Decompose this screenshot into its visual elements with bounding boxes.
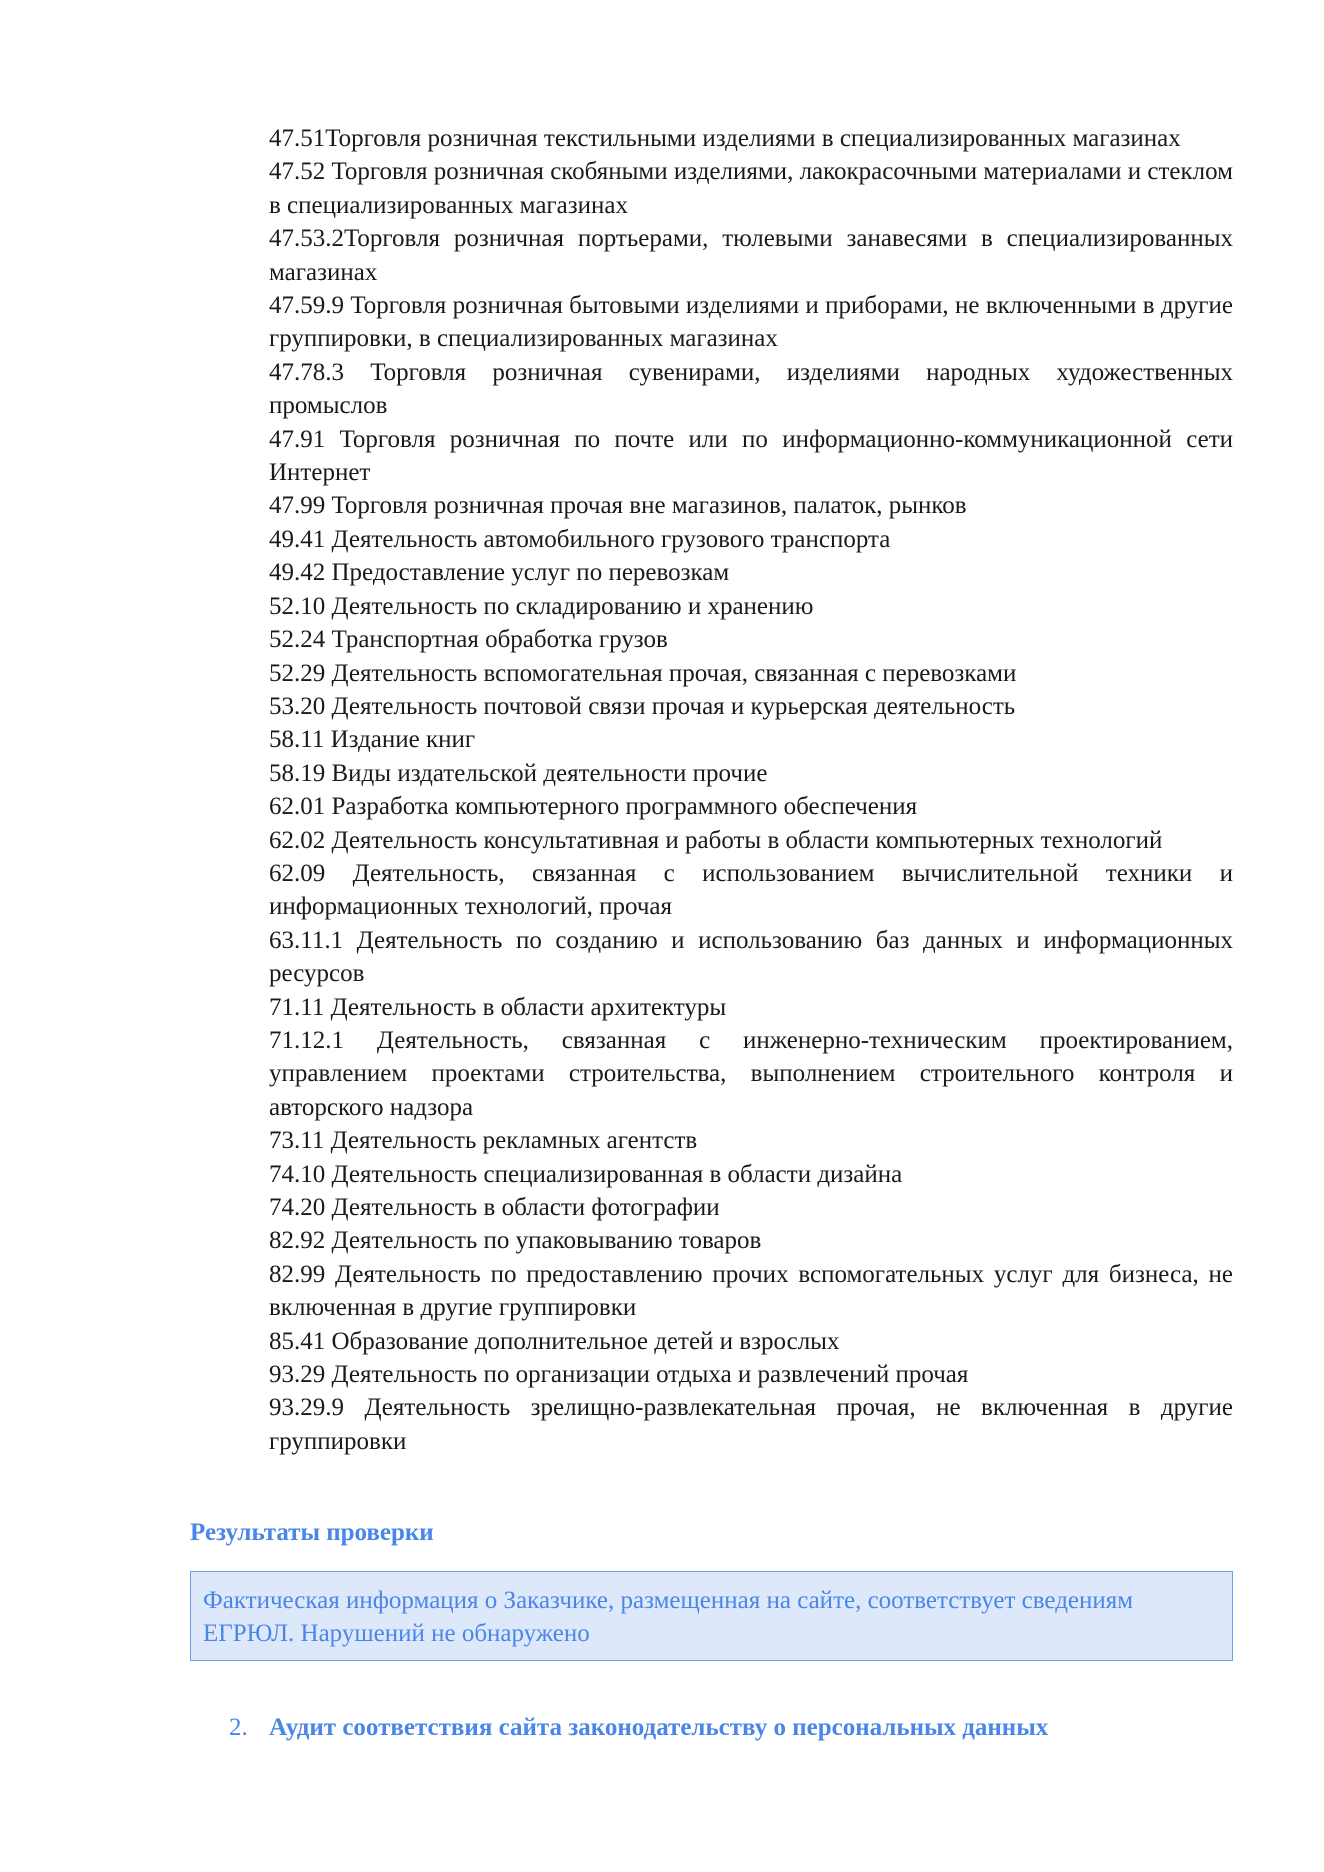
list-item: 52.29 Деятельность вспомогательная прочая, связанная с перевозками: [269, 659, 1017, 687]
list-item: 82.99 Деятельность по предоставлению прочих вспомогательных услуг для бизнеса, не включенная в другие группировки: [269, 1260, 1233, 1322]
list-item: 47.59.9 Торговля розничная бытовыми изделиями и приборами, не включенными в другие группировки, в специализированных магазинах: [269, 292, 1233, 353]
list-item: 47.99 Торговля розничная прочая вне магазинов, палаток, рынков: [269, 492, 967, 520]
list-item: 74.20 Деятельность в области фотографии: [269, 1194, 720, 1221]
list-item: 93.29.9 Деятельность зрелищно-развлекательная прочая, не включенная в другие группировки: [269, 1394, 1233, 1455]
list-item: 62.02 Деятельность консультативная и работы в области компьютерных технологий: [269, 826, 1163, 854]
section-title: Аудит соответствия сайта законодательству о персональных данных: [269, 1714, 1049, 1741]
list-item: 63.11.1 Деятельность по созданию и использованию баз данных и информационных ресурсов: [269, 926, 1233, 988]
list-item: 93.29 Деятельность по организации отдыха и развлечений прочая: [269, 1361, 969, 1389]
list-item: 73.11 Деятельность рекламных агентств: [269, 1127, 698, 1155]
list-item: 71.11 Деятельность в области архитектуры: [269, 993, 727, 1021]
okved-activity-list: [269, 122, 1233, 1458]
section-number: 2.: [229, 1714, 248, 1741]
list-item: 47.91 Торговля розничная по почте или по информационно-коммуникационной сети Интернет: [269, 425, 1233, 487]
list-item: 47.51Торговля розничная текстильными изделиями в специализированных магазинах: [269, 125, 1181, 152]
list-item: 58.19 Виды издательской деятельности прочие: [269, 759, 768, 787]
list-item: 52.24 Транспортная обработка грузов: [269, 626, 668, 654]
results-callout: [190, 1571, 1233, 1661]
list-item: 52.10 Деятельность по складированию и хранению: [269, 592, 814, 620]
results-heading: Результаты проверки: [190, 1519, 434, 1546]
list-item: 53.20 Деятельность почтовой связи прочая и курьерская деятельность: [269, 692, 1016, 720]
list-item: 47.52 Торговля розничная скобяными изделиями, лакокрасочными материалами и стеклом в специализированных магазинах: [269, 158, 1233, 219]
list-item: 71.12.1 Деятельность, связанная с инженерно-техническим проектированием, управлением проектами строительства, выполнением строительного контроля и авторского надзора: [269, 1026, 1233, 1121]
list-item: 62.09 Деятельность, связанная с использованием вычислительной техники и информационных технологий, прочая: [269, 859, 1233, 921]
list-item: 82.92 Деятельность по упаковыванию товаров: [269, 1227, 762, 1255]
list-item: 49.41 Деятельность автомобильного грузового транспорта: [269, 525, 891, 553]
list-item: 47.53.2Торговля розничная портьерами, тюлевыми занавесями в специализированных магазинах: [269, 225, 1233, 286]
list-item: 85.41 Образование дополнительное детей и взрослых: [269, 1327, 840, 1355]
list-item: 62.01 Разработка компьютерного программного обеспечения: [269, 793, 918, 821]
list-item: 47.78.3 Торговля розничная сувенирами, изделиями народных художественных промыслов: [269, 358, 1233, 420]
results-text: Фактическая информация о Заказчике, размещенная на сайте, соответствует сведениям ЕГРЮЛ. Нарушений не обнаружено: [203, 1587, 1134, 1647]
section-heading-2: [229, 1712, 1048, 1744]
list-item: 49.42 Предоставление услуг по перевозкам: [269, 559, 730, 587]
list-item: 58.11 Издание книг: [269, 726, 476, 754]
list-item: 74.10 Деятельность специализированная в области дизайна: [269, 1160, 903, 1188]
